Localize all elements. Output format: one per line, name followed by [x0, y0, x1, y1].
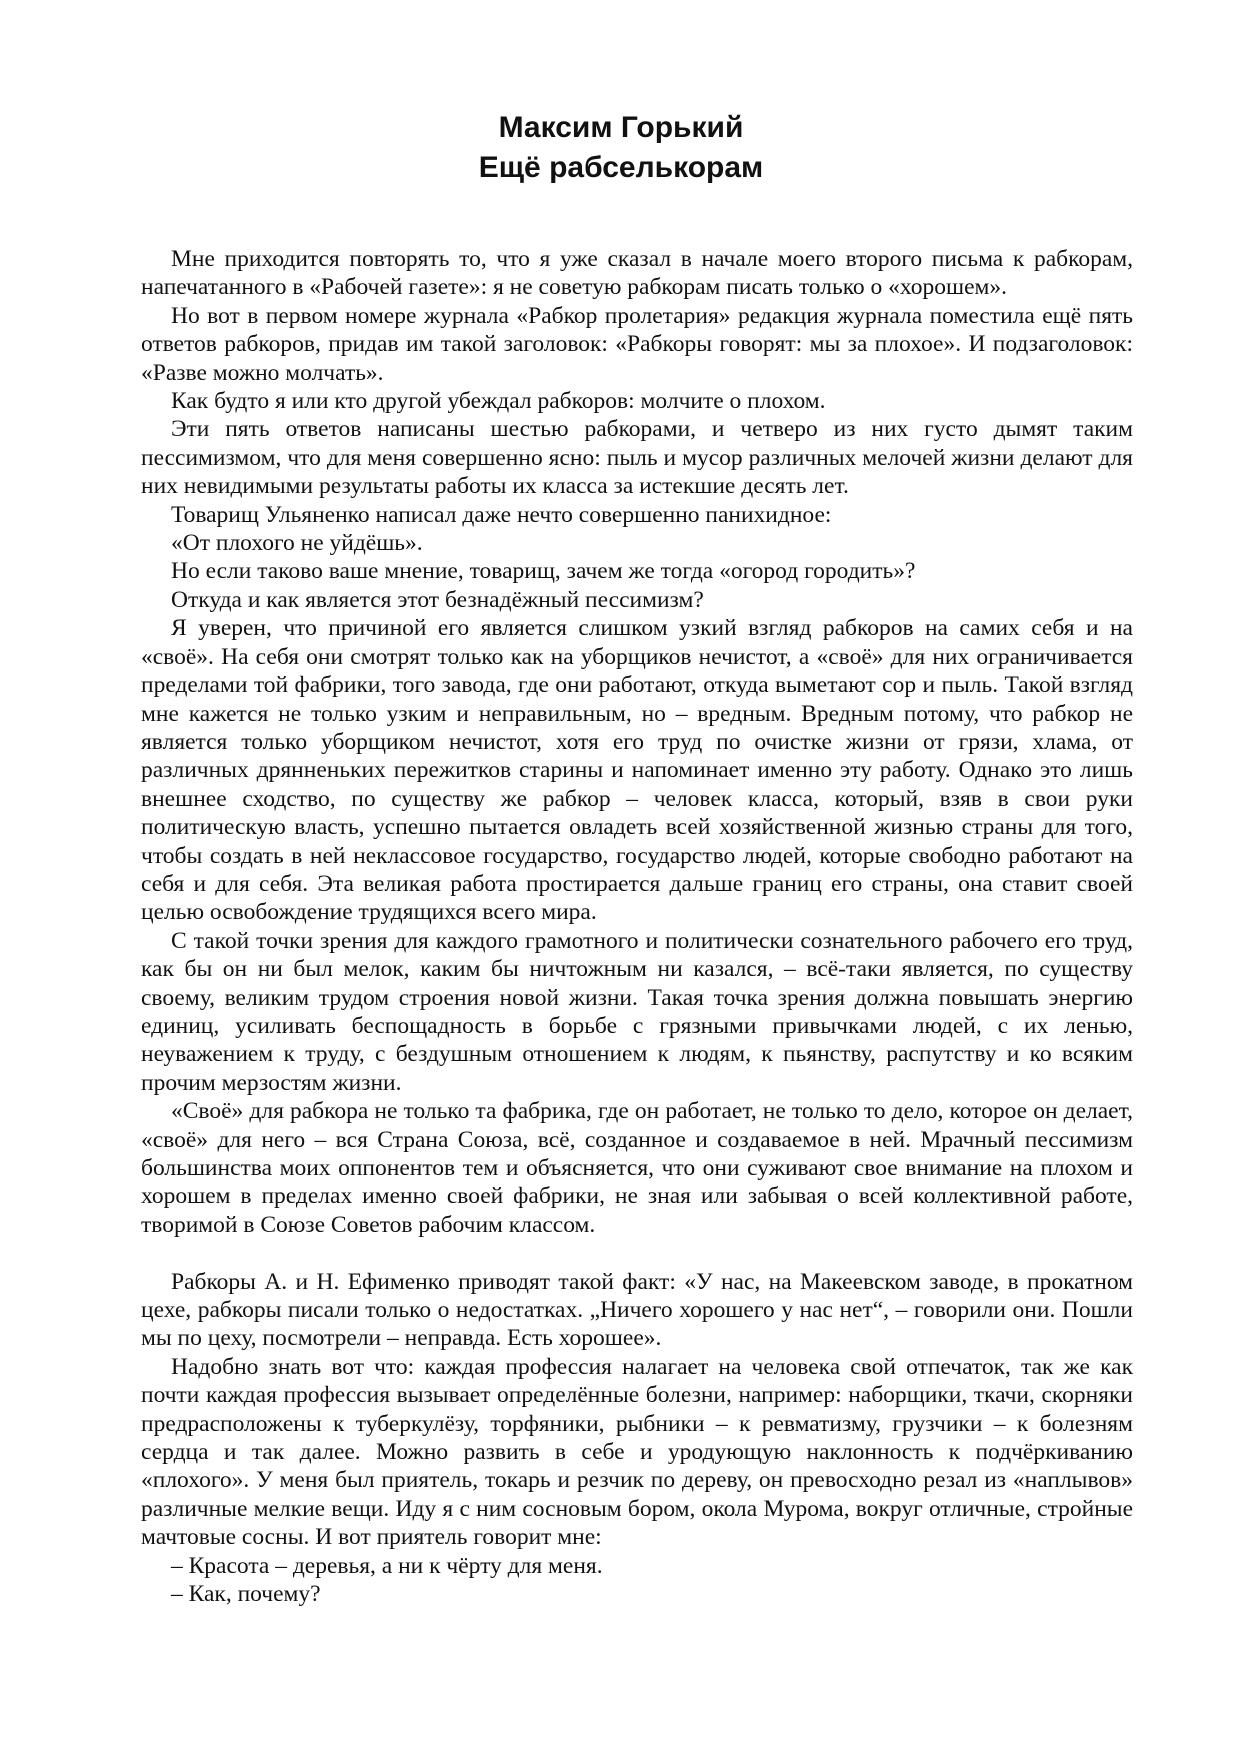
paragraph: Но вот в первом номере журнала «Рабкор пролетария» редакция журнала поместила ещё пять ответов рабкоров, придав им такой заголовок: «Рабкоры говорят: мы за плохое». И подзаголовок: «Разве можно молчать». [141, 302, 1133, 386]
paragraph: С такой точки зрения для каждого грамотного и политически сознательного рабочего его труд, как бы он ни был мелок, каким бы ничтожным ни казался, – всё-таки является, по существу своему, великим трудом строения новой жизни. Такая точка зрения должна повышать энергию единиц, усиливать беспощадность в борьбе с грязными привычками людей, с их ленью, неуважением к труду, с бездушным отношением к людям, к пьянству, распутству и ко всяким прочим мерзостям жизни. [141, 927, 1133, 1096]
paragraph: Как будто я или кто другой убеждал рабкоров: молчите о плохом. [171, 388, 826, 415]
paragraph: Откуда и как является этот безнадёжный пессимизм? [171, 586, 704, 613]
document-title: Ещё рабселькорам [478, 151, 764, 184]
paragraph: «Своё» для рабкора не только та фабрика, где он работает, не только то дело, которое он делает, «своё» для него – вся Страна Союза, всё, созданное и создаваемое в ней. Мрачный пессимизм большинства моих оппонентов тем и объясняется, что они суживают свое внимание на плохом и хорошем в пределах именно своей фабрики, не зная или забывая о всей коллективной работе, творимой в Союзе Советов рабочим классом. [141, 1098, 1133, 1238]
paragraph: Товарищ Ульяненко написал даже нечто совершенно панихидное: [171, 501, 832, 528]
author-name: Максим Горький [498, 111, 744, 144]
body-text [141, 245, 1133, 1608]
paragraph: Эти пять ответов написаны шестью рабкорами, и четверо из них густо дымят таким пессимизмом, что для меня совершенно ясно: пыль и мусор различных мелочей жизни делают для них невидимыми результаты работы их класса за истекшие десять лет. [141, 416, 1133, 500]
paragraph: Я уверен, что причиной его является слишком узкий взгляд рабкоров на самих себя и на «своё». На себя они смотрят только как на уборщиков нечистот, а «своё» для них ограничивается пределами той фабрики, того завода, где они работают, откуда выметают сор и пыль. Такой взгляд мне кажется не только узким и неправильным, но – вредным. Вредным потому, что рабкор не является только уборщиком нечистот, хотя его труд по очистке жизни от грязи, хлама, от различных дрянненьких пережитков старины и напоминает именно эту работу. Однако это лишь внешнее сходство, по существу же рабкор – человек класса, который, взяв в свои руки политическую власть, успешно пытается овладеть всей хозяйственной жизнью страны для того, чтобы создать в ней неклассовое государство, государство людей, которые свободно работают на себя и для себя. Эта великая работа простирается дальше границ его страны, она ставит своей целью освобождение трудящихся всего мира. [141, 615, 1133, 926]
paragraph: – Как, почему? [171, 1581, 321, 1608]
paragraph: Мне приходится повторять то, что я уже сказал в начале моего второго письма к рабкорам, напечатанного в «Рабочей газете»: я не советую рабкорам писать только о «хорошем». [141, 246, 1133, 301]
paragraph: «От плохого не уйдёшь». [171, 530, 423, 557]
paragraph: Но если таково ваше мнение, товарищ, зачем же тогда «огород городить»? [171, 558, 916, 585]
paragraph: Рабкоры А. и Н. Ефименко приводят такой факт: «У нас, на Макеевском заводе, в прокатном цехе, рабкоры писали только о недостатках. „Ничего хорошего у нас нет“, – говорили они. Пошли мы по цеху, посмотрели – неправда. Есть хорошее». [141, 1268, 1133, 1352]
title-block [0, 108, 1242, 188]
paragraph: Надобно знать вот что: каждая профессия налагает на человека свой отпечаток, так же как почти каждая профессия вызывает определённые болезни, например: наборщики, ткачи, скорняки предрасположены к туберкулёзу, торфяники, рыбники – к ревматизму, грузчики – к болезням сердца и так далее. Можно развить в себе и уродующую наклонность к подчёркиванию «плохого». У меня был приятель, токарь и резчик по дереву, он превосходно резал из «наплывов» различные мелкие вещи. Иду я с ним сосновым бором, окола Мурома, вокруг отличные, стройные мачтовые сосны. И вот приятель говорит мне: [141, 1353, 1133, 1551]
paragraph: – Красота – деревья, а ни к чёрту для меня. [171, 1552, 603, 1579]
